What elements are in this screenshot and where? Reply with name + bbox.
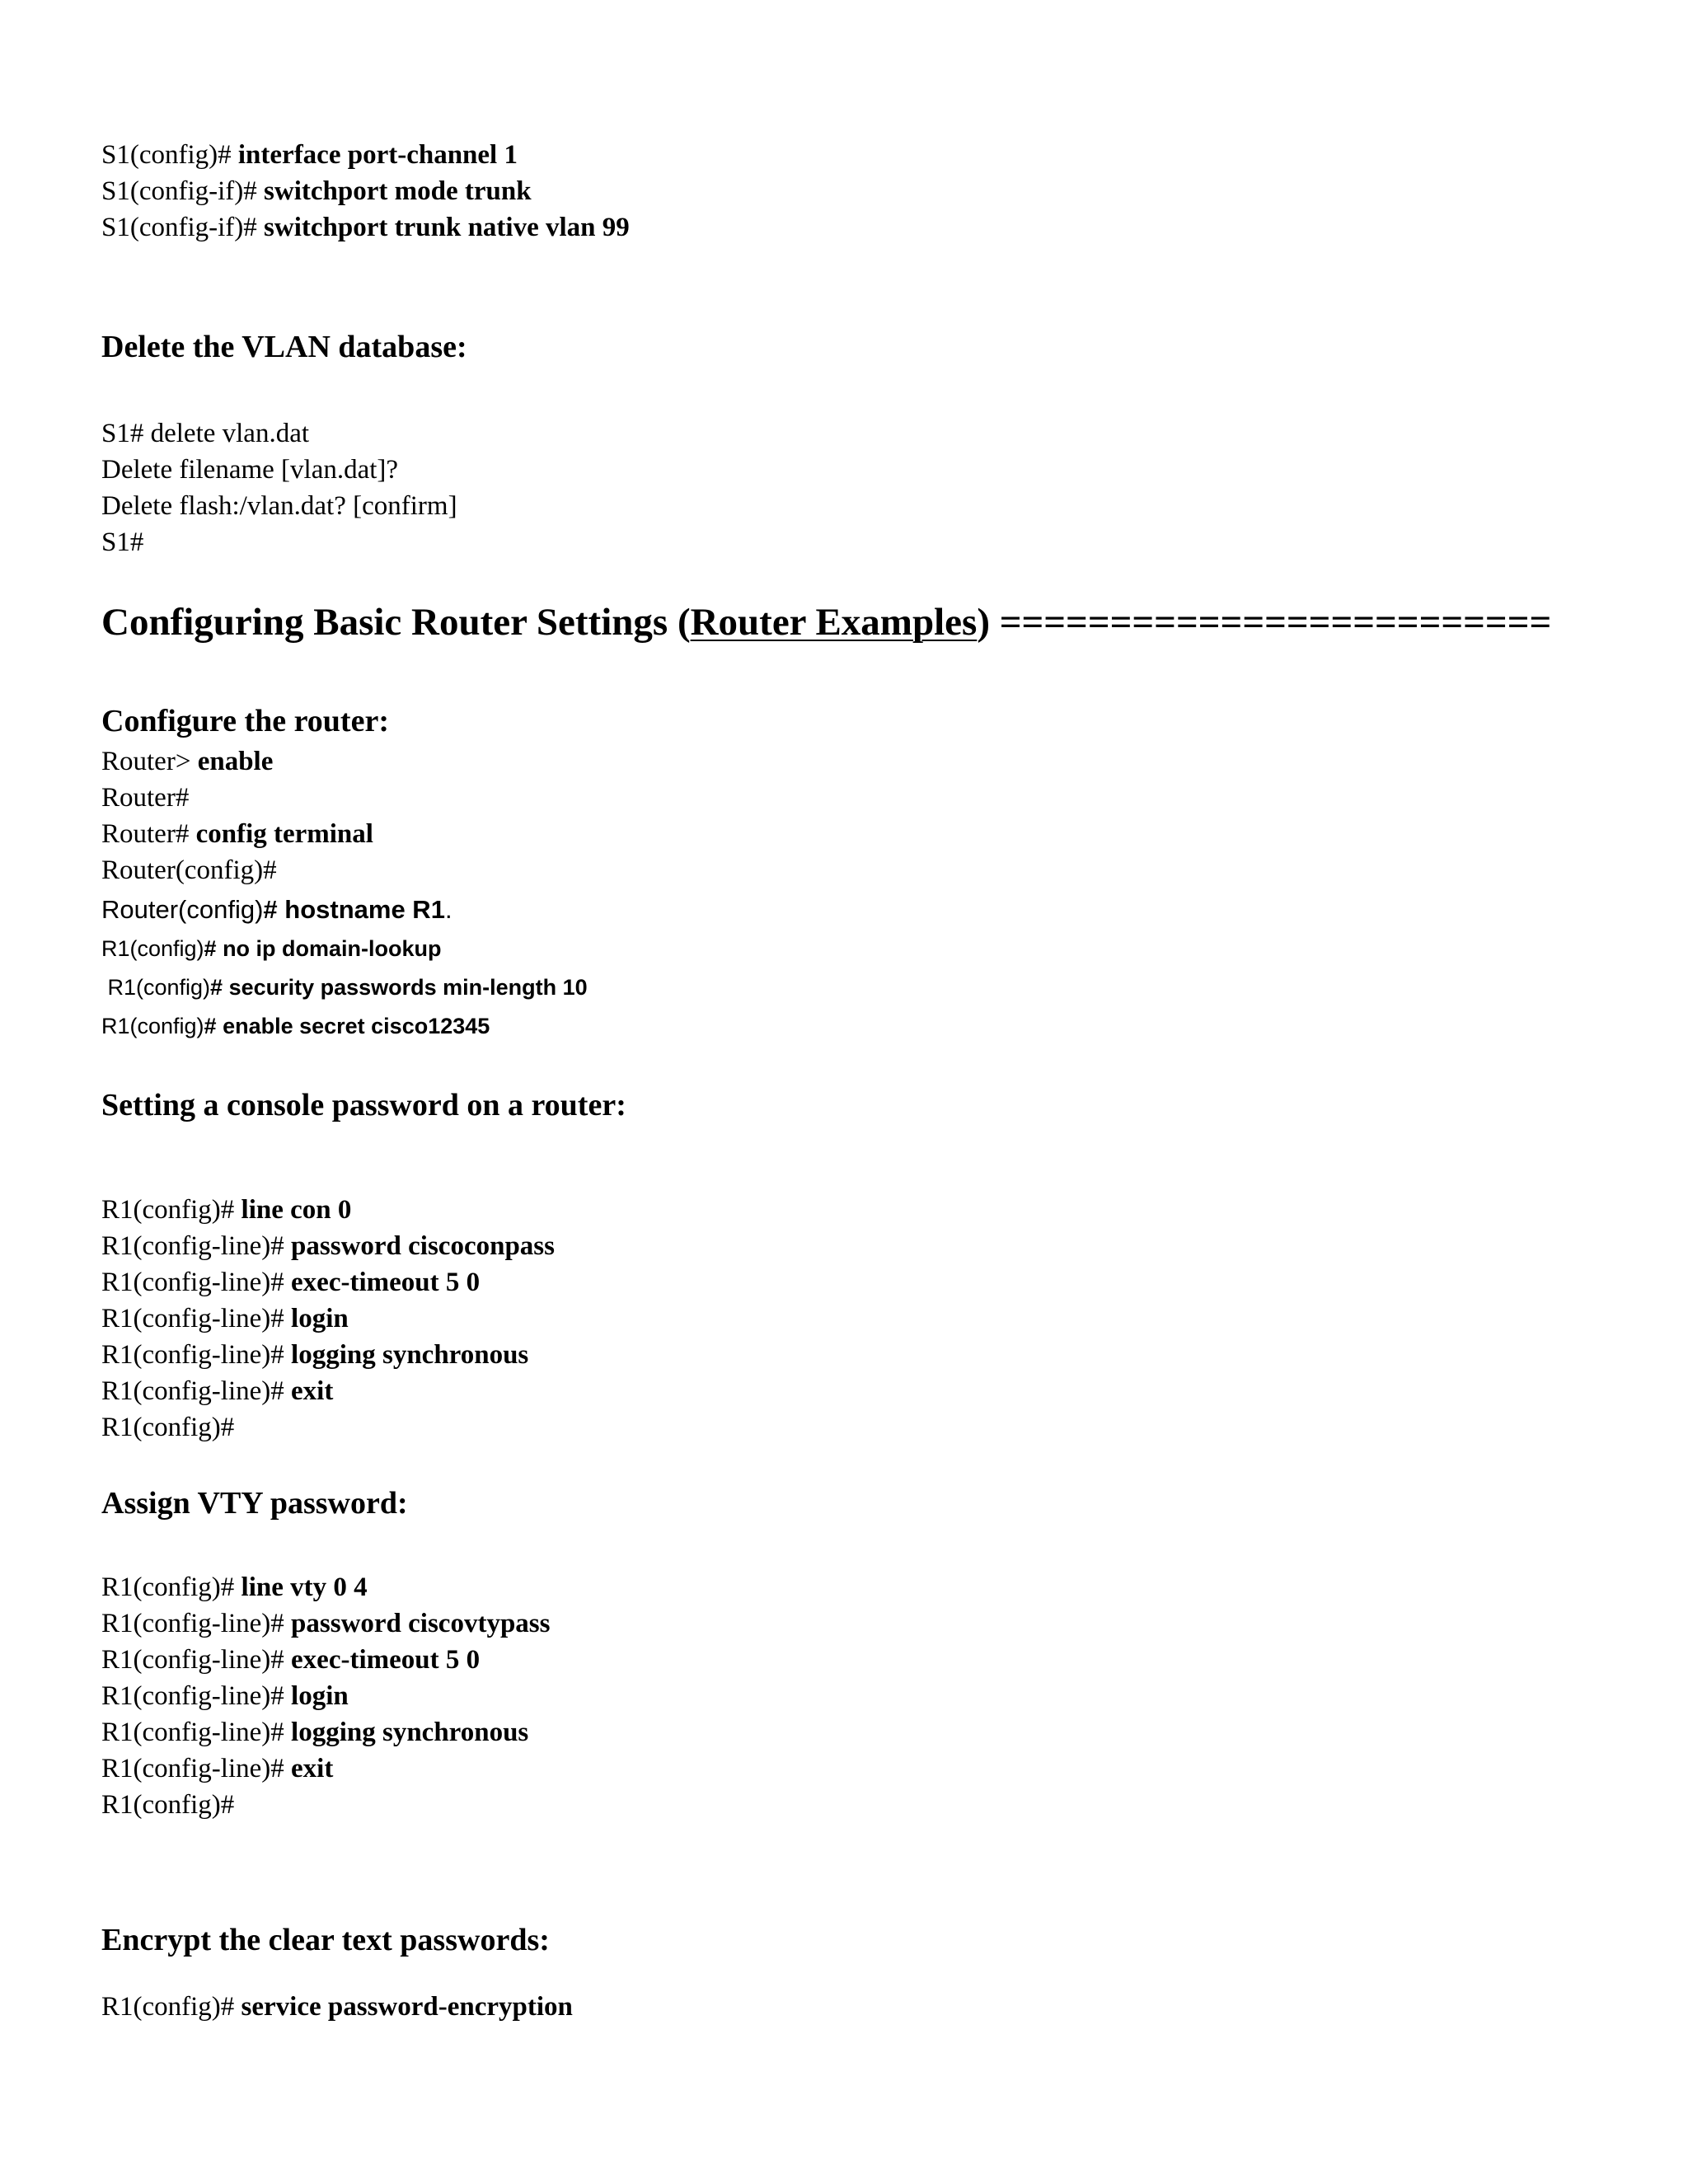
command-line <box>101 1755 333 1783</box>
cli-prompt: R1(config) <box>101 1014 204 1038</box>
cli-command: enable <box>197 747 274 776</box>
cli-command: login <box>291 1681 349 1711</box>
command-line <box>101 1574 368 1601</box>
cli-command: # security passwords min-length 10 <box>210 975 588 1000</box>
cli-command: interface port-channel 1 <box>237 140 518 170</box>
command-line <box>101 748 273 776</box>
cli-prompt: R1(config-line)# <box>101 1340 292 1370</box>
cli-trail: . <box>444 895 452 924</box>
command-line <box>101 178 532 205</box>
command-line <box>101 1197 351 1224</box>
cli-command: login <box>291 1304 349 1333</box>
cli-prompt: Router> <box>101 747 198 776</box>
command-line <box>101 1414 234 1441</box>
command-line <box>101 1378 333 1405</box>
cli-prompt: R1(config)# <box>101 1790 235 1820</box>
command-line <box>101 214 630 241</box>
cli-prompt: R1(config-line)# <box>101 1754 292 1783</box>
section-title-prefix: Configuring Basic Router Settings ( <box>101 601 691 644</box>
command-line <box>101 821 373 848</box>
command-line <box>101 1719 528 1746</box>
output-line: S1# <box>101 527 144 557</box>
section-title <box>101 603 1551 642</box>
cli-prompt: R1(config)# <box>101 1413 235 1442</box>
cli-prompt: R1(config-line)# <box>101 1718 292 1747</box>
command-line <box>101 1683 349 1710</box>
output-line: S1# delete vlan.dat <box>101 419 310 448</box>
cli-prompt: R1(config-line)# <box>101 1645 292 1675</box>
cli-prompt: S1(config-if)# <box>101 213 265 242</box>
command-line <box>101 977 588 999</box>
command-line <box>101 1792 234 1819</box>
heading-delete-vlan: Delete the VLAN database: <box>101 330 467 364</box>
command-line <box>101 785 189 812</box>
cli-command: exec-timeout 5 0 <box>291 1268 481 1297</box>
cli-command: exit <box>291 1376 334 1406</box>
cli-prompt: R1(config)# <box>101 1572 241 1602</box>
section-title-suffix: ) ========================= <box>977 601 1552 644</box>
command-line <box>101 1647 480 1674</box>
cli-command: password ciscoconpass <box>291 1231 555 1261</box>
cli-command: # hostname R1 <box>263 895 445 924</box>
cli-prompt: S1(config)# <box>101 140 238 170</box>
cli-command: logging synchronous <box>291 1340 529 1370</box>
cli-command: service password-encryption <box>241 1992 573 2022</box>
command-line <box>101 1610 550 1638</box>
command-line <box>101 857 277 884</box>
cli-prompt: R1(config) <box>101 936 204 961</box>
cli-prompt: Router# <box>101 819 196 849</box>
cli-prompt: R1(config-line)# <box>101 1681 292 1711</box>
cli-command: exit <box>291 1754 334 1783</box>
output-line: Delete flash:/vlan.dat? [confirm] <box>101 491 457 521</box>
cli-prompt: R1(config) <box>101 975 211 1000</box>
cli-prompt: R1(config-line)# <box>101 1268 292 1297</box>
heading-vty-password: Assign VTY password: <box>101 1486 408 1521</box>
command-line <box>101 1233 555 1260</box>
router-examples-link[interactable]: Router Examples <box>690 601 978 644</box>
command-line <box>101 1269 480 1296</box>
cli-prompt: R1(config-line)# <box>101 1231 292 1261</box>
cli-command: # enable secret cisco12345 <box>204 1014 490 1038</box>
command-line <box>101 1305 349 1333</box>
cli-prompt: Router# <box>101 783 190 813</box>
cli-prompt: R1(config-line)# <box>101 1304 292 1333</box>
cli-command: exec-timeout 5 0 <box>291 1645 481 1675</box>
cli-command: logging synchronous <box>291 1718 529 1747</box>
cli-prompt: Router(config)# <box>101 855 277 885</box>
command-line <box>101 938 442 960</box>
output-line: Delete filename [vlan.dat]? <box>101 455 399 485</box>
heading-configure-router: Configure the router: <box>101 704 389 738</box>
cli-prompt: R1(config)# <box>101 1992 241 2022</box>
cli-command: # no ip domain-lookup <box>204 936 442 961</box>
command-line <box>101 142 518 169</box>
cli-command: password ciscovtypass <box>291 1609 551 1638</box>
cli-prompt: Router(config) <box>101 895 264 924</box>
cli-command: line con 0 <box>241 1195 352 1225</box>
cli-command: switchport trunk native vlan 99 <box>264 213 630 242</box>
command-line <box>101 1342 528 1369</box>
heading-encrypt-passwords: Encrypt the clear text passwords: <box>101 1923 550 1957</box>
cli-prompt: R1(config-line)# <box>101 1609 292 1638</box>
command-line <box>101 897 452 922</box>
cli-command: switchport mode trunk <box>264 176 532 206</box>
command-line <box>101 1015 490 1038</box>
cli-prompt: S1(config-if)# <box>101 176 265 206</box>
cli-prompt: R1(config)# <box>101 1195 241 1225</box>
cli-prompt: R1(config-line)# <box>101 1376 292 1406</box>
heading-console-password: Setting a console password on a router: <box>101 1088 626 1122</box>
cli-command: config terminal <box>195 819 373 849</box>
command-line <box>101 1994 573 2021</box>
cli-command: line vty 0 4 <box>241 1572 368 1602</box>
